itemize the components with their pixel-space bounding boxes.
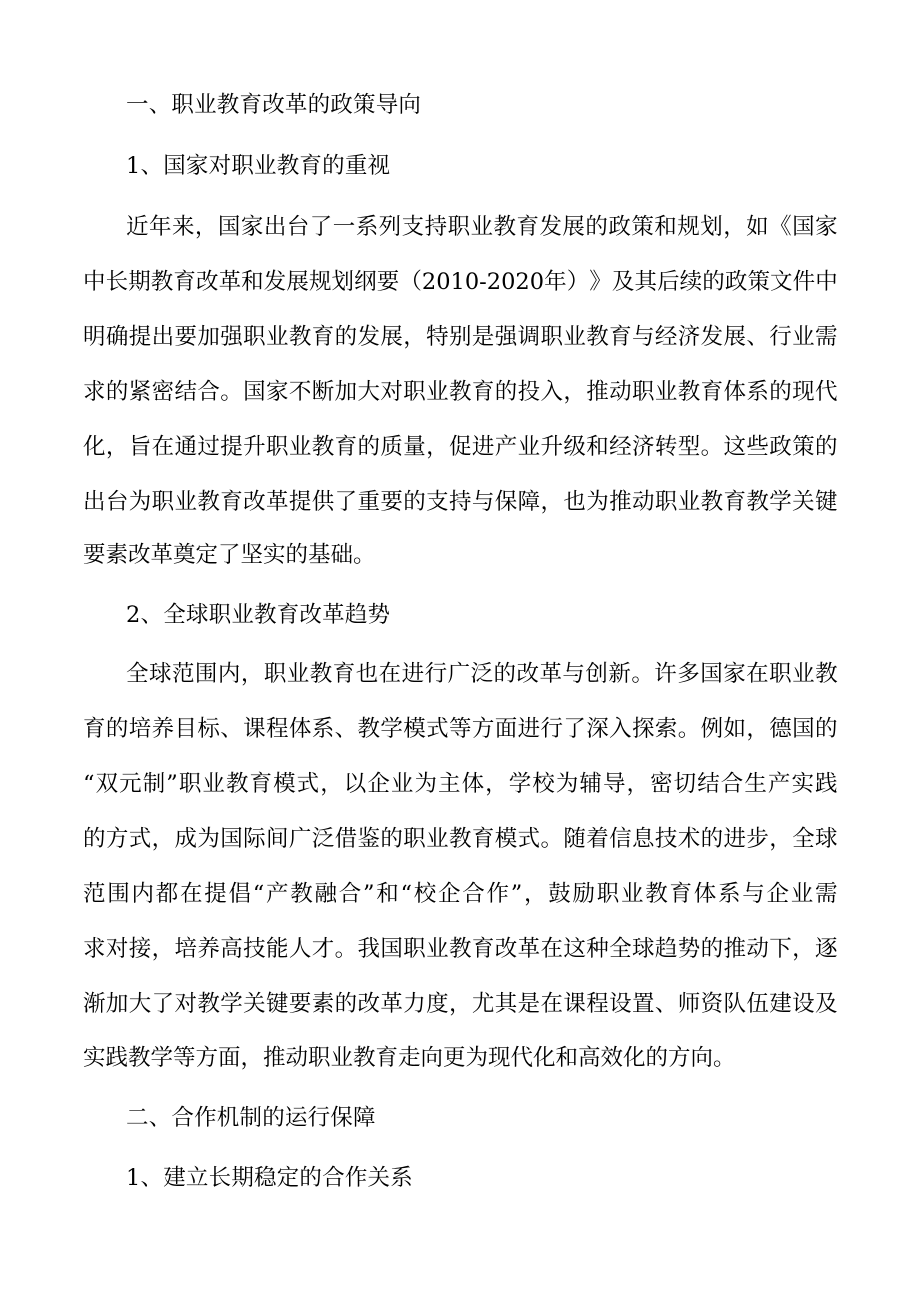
section-heading-1: 一、职业教育改革的政策导向: [126, 92, 422, 118]
subsection-heading-1-2: 2、全球职业教育改革趋势: [126, 602, 391, 628]
paragraph-line: [83, 377, 838, 407]
paragraph-line: [83, 879, 838, 909]
paragraph-line: [83, 432, 838, 462]
paragraph-line-text: 明 确 提 出 要 加 强 职 业 教 育 的 发 展 ， 特 别 是 强 调 职 业 教 育 与 经 济 发 展 、 行 业 需: [83, 324, 838, 350]
paragraph-line-text: 求 的 紧 密 结 合 。 国 家 不 断 加 大 对 职 业 教 育 的 投 入 ， 推 动 职 业 教 育 体 系 的 现 代: [83, 379, 838, 405]
paragraph-line: [83, 989, 838, 1019]
paragraph-line-text: 化 ， 旨 在 通 过 提 升 职 业 教 育 的 质 量 ， 促 进 产 业 升 级 和 经 济 转 型 。 这 些 政 策 的: [83, 434, 838, 460]
paragraph-line-text: 的 方 式 ， 成 为 国 际 间 广 泛 借 鉴 的 职 业 教 育 模 式 。 随 着 信 息 技 术 的 进 步 ， 全 球: [83, 826, 838, 852]
paragraph-line: [83, 267, 838, 297]
paragraph-line-text: 渐 加 大 了 对 教 学 关 键 要 素 的 改 革 力 度 ， 尤 其 是 在 课 程 设 置 、 师 资 队 伍 建 设 及: [83, 991, 838, 1017]
paragraph-line-text: 中 长 期 教 育 改 革 和 发 展 规 划 纲 要 （ 2010-2020 年 ） 》 及 其 后 续 的 政 策 文 件 中: [83, 269, 838, 295]
paragraph-line: [126, 212, 838, 242]
paragraph-line: 实践教学等方面，推动职业教育走向更为现代化和高效化的方向。: [83, 1045, 736, 1071]
paragraph-line: [83, 934, 838, 964]
paragraph-line-text: 范 围 内 都 在 提 倡 “ 产 教 融 合 ” 和 “ 校 企 合 作 ” ， 鼓 励 职 业 教 育 体 系 与 企 业 需: [83, 881, 838, 907]
paragraph-line-text: 求 对 接 ， 培 养 高 技 能 人 才 。 我 国 职 业 教 育 改 革 在 这 种 全 球 趋 势 的 推 动 下 ， 逐: [83, 936, 838, 962]
paragraph-line-text: 全 球 范 围 内 ， 职 业 教 育 也 在 进 行 广 泛 的 改 革 与 创 新 。 许 多 国 家 在 职 业 教: [126, 661, 838, 687]
paragraph-line: [83, 322, 838, 352]
paragraph-line: [83, 769, 838, 799]
subsection-heading-2-1: 1、建立长期稳定的合作关系: [126, 1165, 413, 1191]
paragraph-line: [126, 659, 838, 689]
paragraph-line-text: 育 的 培 养 目 标 、 课 程 体 系 、 教 学 模 式 等 方 面 进 行 了 深 入 探 索 。 例 如 ， 德 国 的: [83, 716, 838, 742]
paragraph-line-text: “ 双 元 制 ” 职 业 教 育 模 式 ， 以 企 业 为 主 体 ， 学 校 为 辅 导 ， 密 切 结 合 生 产 实 践: [83, 771, 838, 797]
paragraph-line: [83, 824, 838, 854]
subsection-heading-1-1: 1、国家对职业教育的重视: [126, 153, 391, 179]
paragraph-line: [83, 714, 838, 744]
paragraph-line: 要素改革奠定了坚实的基础。: [83, 542, 376, 568]
paragraph-line-text: 近 年 来 ， 国 家 出 台 了 一 系 列 支 持 职 业 教 育 发 展 的 政 策 和 规 划 ， 如 《 国 家: [126, 214, 838, 240]
paragraph-line-text: 出 台 为 职 业 教 育 改 革 提 供 了 重 要 的 支 持 与 保 障 ， 也 为 推 动 职 业 教 育 教 学 关 键: [83, 489, 838, 515]
section-heading-2: 二、合作机制的运行保障: [126, 1105, 376, 1131]
paragraph-line: [83, 487, 838, 517]
